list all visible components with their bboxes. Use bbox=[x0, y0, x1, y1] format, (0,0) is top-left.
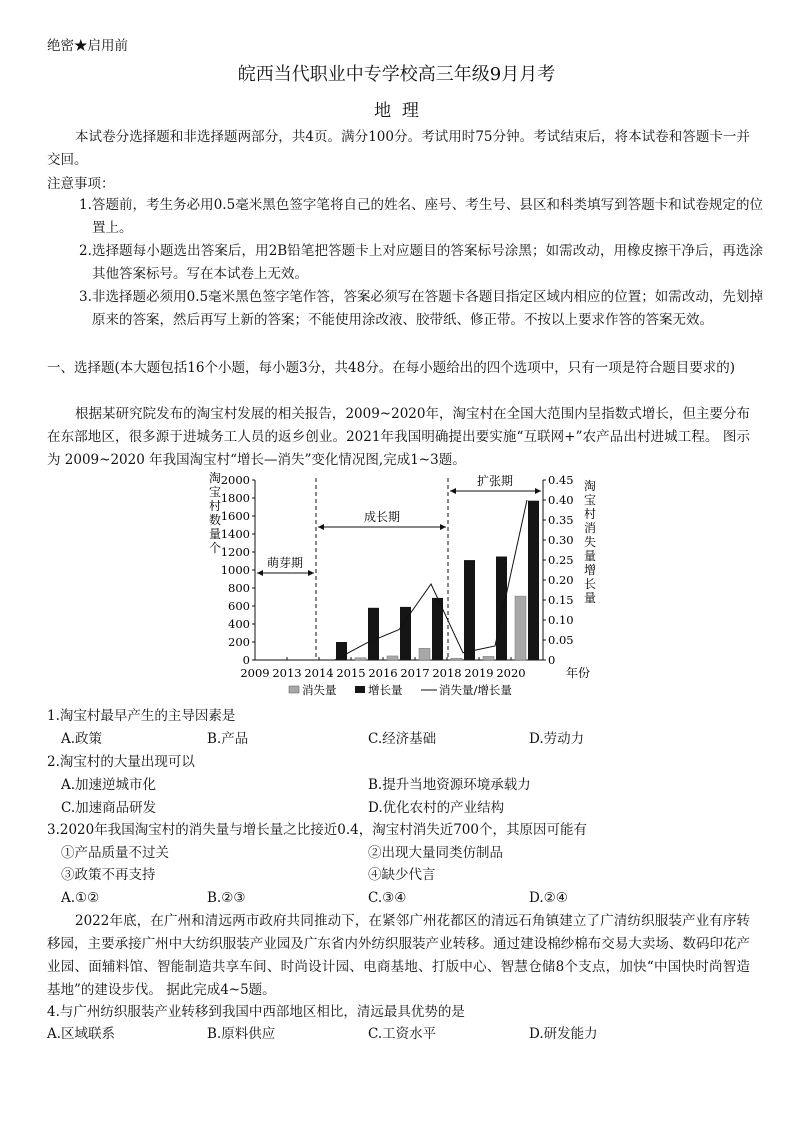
y-tick-label-right: 0 bbox=[548, 653, 556, 667]
q3-item-4: ④缺少代言 bbox=[368, 867, 436, 883]
period-label-growth: 成长期 bbox=[363, 510, 401, 524]
y-tick-label-right: 0.45 bbox=[548, 473, 574, 487]
x-tick-label: 2018 bbox=[432, 666, 462, 680]
material-2: 2022年底，在广州和清远两市政府共同推动下，在紧邻广州花都区的清远石角镇建立了广清纺织服装产业有序转移园，主要承接广州中大纺织服装产业园及广东省内外纺织服装产业转移。通过建设棉纱棉布交易大卖场、数码印花产业园、面辅料馆、智能制造共享车间、时尚设计园、电商基地、打版中心、智慧仓储8个支点，加快“中国快时尚智造基地”的建设步伐。 据此完成4~5题。 bbox=[47, 913, 750, 998]
y-tick-label-right: 0.25 bbox=[548, 553, 574, 567]
q4-option-d[interactable]: D.研发能力 bbox=[529, 1026, 598, 1042]
q3-option-b[interactable]: B.②③ bbox=[207, 890, 246, 906]
x-tick-label: 2013 bbox=[272, 666, 302, 680]
y-tick-label-left: 1800 bbox=[220, 491, 250, 505]
q2-option-a[interactable]: A.加速逆城市化 bbox=[61, 777, 157, 793]
x-tick-label: 2009 bbox=[240, 666, 270, 680]
q3-option-a[interactable]: A.①② bbox=[61, 890, 100, 906]
material-1: 根据某研究院发布的淘宝村发展的相关报告，2009~2020年，淘宝村在全国大范围内呈指数式增长，但主要分布在东部地区，很多源于进城务工人员的返乡创业。2021年我国明确提出要实施“互联网+”农产品出村进城工程。 图示为 2009~2020 年我国淘宝村“增长—消失”变化情况图,完成1~3题。 bbox=[47, 406, 750, 468]
x-tick-label: 2019 bbox=[464, 666, 494, 680]
ratio-series-line bbox=[271, 500, 527, 660]
q4-option-c[interactable]: C.工资水平 bbox=[368, 1026, 437, 1042]
q3-option-d[interactable]: D.②④ bbox=[529, 890, 568, 906]
y-tick-label-left: 0 bbox=[242, 653, 250, 667]
bar-disappear bbox=[419, 648, 430, 660]
y-tick-label-right: 0.35 bbox=[548, 513, 574, 527]
q2-option-c[interactable]: C.加速商品研发 bbox=[61, 800, 157, 816]
x-tick-label: 2015 bbox=[336, 666, 366, 680]
subject-title: 地 理 bbox=[374, 101, 419, 121]
bar-growth bbox=[368, 608, 379, 660]
q3-item-2: ②出现大量同类仿制品 bbox=[368, 845, 503, 861]
q4-option-b[interactable]: B.原料供应 bbox=[207, 1026, 276, 1042]
period-label-expansion: 扩张期 bbox=[476, 474, 514, 488]
y-tick-label-right: 0.15 bbox=[548, 593, 574, 607]
q1-option-a[interactable]: A.政策 bbox=[61, 731, 103, 747]
x-axis-unit: 年份 bbox=[566, 666, 591, 680]
y-tick-label-right: 0.30 bbox=[548, 533, 574, 547]
q3-item-1: ①产品质量不过关 bbox=[61, 845, 169, 861]
x-tick-label: 2016 bbox=[368, 666, 398, 680]
y-tick-label-right: 0.10 bbox=[548, 613, 574, 627]
legend-ratio: 消失量/增长量 bbox=[439, 683, 512, 697]
y-tick-label-left: 1200 bbox=[220, 545, 250, 559]
bar-disappear bbox=[355, 658, 366, 660]
y-tick-label-left: 800 bbox=[228, 581, 250, 595]
y-axis-label-right: 淘宝村消失量增长量 bbox=[584, 479, 597, 605]
y-tick-label-left: 200 bbox=[228, 635, 250, 649]
y-tick-label-left: 1400 bbox=[220, 527, 250, 541]
exam-intro: 本试卷分选择题和非选择题两部分，共4页。满分100分。考试用时75分钟。考试结束后，将本试卷和答题卡一并交回。 bbox=[47, 129, 750, 168]
bar-growth bbox=[336, 642, 347, 660]
q3-option-c[interactable]: C.③④ bbox=[368, 890, 407, 906]
legend-swatch-growth bbox=[355, 686, 365, 693]
notice-item-2: 2.选择题每小题选出答案后，用2B铅笔把答题卡上对应题目的答案标号涂黑；如需改动，用橡皮擦干净后，再选涂其他答案标号。写在本试卷上无效。 bbox=[79, 243, 763, 282]
bar-growth bbox=[496, 557, 507, 661]
y-tick-label-right: 0.40 bbox=[548, 493, 574, 507]
bar-disappear bbox=[483, 656, 494, 660]
period-label-sprout: 萌芽期 bbox=[266, 556, 304, 570]
taobao-village-chart bbox=[195, 470, 615, 702]
y-tick-label-left: 600 bbox=[228, 599, 250, 613]
notice-title: 注意事项： bbox=[47, 176, 115, 192]
bar-disappear bbox=[387, 656, 398, 660]
q3-item-3: ③政策不再支持 bbox=[61, 867, 156, 883]
legend-swatch-disappear bbox=[289, 686, 299, 693]
q3-stem: 3.2020年我国淘宝村的消失量与增长量之比接近0.4，淘宝村消失近700个，其原因可能有 bbox=[47, 822, 587, 838]
q1-option-c[interactable]: C.经济基础 bbox=[368, 731, 437, 747]
q1-option-b[interactable]: B.产品 bbox=[207, 731, 249, 747]
q2-stem: 2.淘宝村的大量出现可以 bbox=[47, 754, 195, 770]
notice-item-3: 3.非选择题必须用0.5毫米黑色签字笔作答，答案必须写在答题卡各题目指定区域内相应的位置；如需改动，先划掉原来的答案，然后再写上新的答案；不能使用涂改液、胶带纸、修正带。不按以上要求作答的答案无效。 bbox=[79, 289, 763, 328]
bar-disappear bbox=[451, 658, 462, 660]
x-tick-label: 2014 bbox=[304, 666, 334, 680]
y-tick-label-left: 2000 bbox=[220, 473, 250, 487]
secret-label: 绝密★启用前 bbox=[47, 38, 128, 54]
q4-stem: 4.与广州纺织服装产业转移到我国中西部地区相比，清远最具优势的是 bbox=[47, 1004, 465, 1020]
y-tick-label-left: 1600 bbox=[220, 509, 250, 523]
y-tick-label-right: 0.05 bbox=[548, 633, 574, 647]
q2-option-d[interactable]: D.优化农村的产业结构 bbox=[368, 800, 505, 816]
bar-growth bbox=[528, 501, 539, 660]
notice-item-1: 1.答题前，考生务必用0.5毫米黑色签字笔将自己的姓名、座号、考生号、县区和科类填写到答题卡和试卷规定的位置上。 bbox=[79, 197, 763, 236]
page-title: 皖西当代职业中专学校高三年级9月月考 bbox=[237, 64, 556, 85]
bar-growth bbox=[464, 560, 475, 660]
legend-disappear: 消失量 bbox=[302, 683, 337, 697]
x-tick-label: 2020 bbox=[496, 666, 526, 680]
section-heading: 一、选择题(本大题包括16个小题，每小题3分，共48分。在每小题给出的四个选项中，只有一项是符合题目要求的) bbox=[47, 360, 735, 376]
y-tick-label-left: 1000 bbox=[220, 563, 250, 577]
y-axis-label-left: 淘宝村数量个 bbox=[209, 471, 222, 555]
y-tick-label-right: 0.20 bbox=[548, 573, 574, 587]
q1-option-d[interactable]: D.劳动力 bbox=[529, 731, 585, 747]
q1-stem: 1.淘宝村最早产生的主导因素是 bbox=[47, 708, 236, 724]
q4-option-a[interactable]: A.区域联系 bbox=[47, 1026, 116, 1042]
x-tick-label: 2017 bbox=[400, 666, 430, 680]
bar-disappear bbox=[515, 596, 526, 660]
q2-option-b[interactable]: B.提升当地资源环境承载力 bbox=[368, 777, 531, 793]
y-tick-label-left: 400 bbox=[228, 617, 250, 631]
legend-growth: 增长量 bbox=[368, 683, 403, 697]
